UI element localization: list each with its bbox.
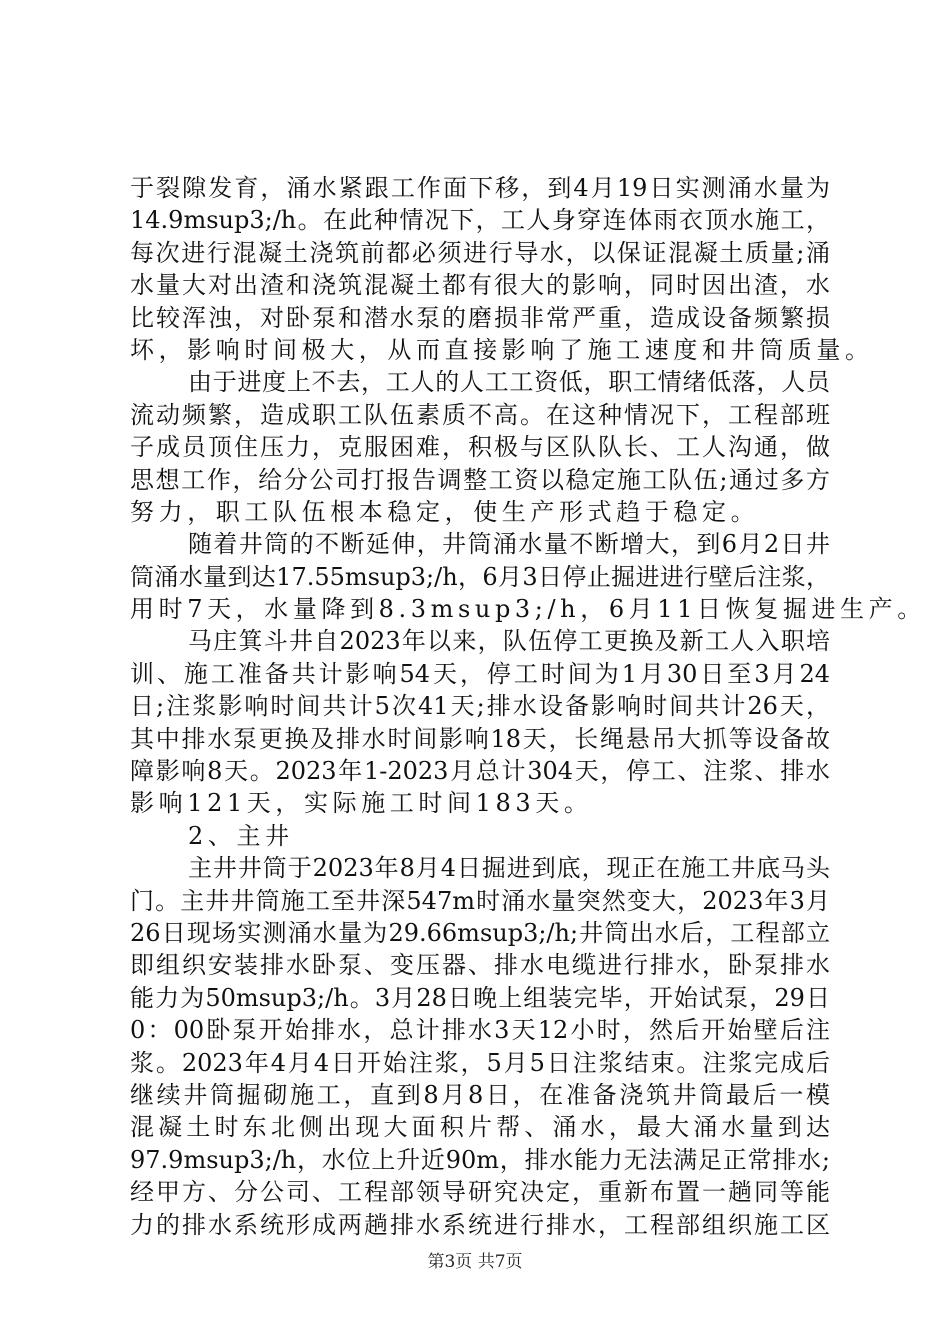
- document-body: [130, 172, 926, 1241]
- text-line: [130, 172, 830, 204]
- text-line-content: 障影响8天。2023年1-2023月总计304天，停工、注浆、排水: [130, 757, 830, 786]
- text-line: [130, 431, 830, 463]
- text-line: [130, 1014, 830, 1046]
- text-line: [130, 982, 830, 1014]
- text-line: [130, 885, 830, 917]
- text-line: [130, 1209, 830, 1241]
- text-line-content: 经甲方、分公司、工程部领导研究决定，重新布置一趟同等能: [130, 1178, 830, 1207]
- text-line: [130, 690, 830, 722]
- text-line: [130, 204, 830, 236]
- text-line: [130, 561, 830, 593]
- text-line-content: 14.9msup3;/h。在此种情况下，工人身穿连体雨衣顶水施工，: [130, 206, 830, 235]
- text-line: [130, 237, 830, 269]
- text-line-content: 26日现场实测涌水量为29.66msup3;/h;井筒出水后，工程部立: [130, 918, 830, 947]
- text-line-content: 混凝土时东北侧出现大面积片帮、涌水，最大涌水量到达: [130, 1113, 830, 1142]
- text-line: [130, 1047, 830, 1079]
- text-line-content: 比较浑浊，对卧泵和潜水泵的磨损非常严重，造成设备频繁损: [130, 303, 830, 332]
- text-line-content: 继续井筒掘砌施工，直到8月8日，在准备浇筑井筒最后一模: [130, 1080, 830, 1109]
- text-line: [130, 787, 830, 819]
- text-line: [130, 917, 830, 949]
- text-line-content: 97.9msup3;/h，水位上升近90m，排水能力无法满足正常排水;: [130, 1145, 830, 1174]
- text-line-content: 流动频繁，造成职工队伍素质不高。在这种情况下，工程部班: [130, 400, 830, 429]
- text-line: [130, 1111, 830, 1143]
- text-line-content: 用时7天，水量降到8.3msup3;/h，6月11日恢复掘进生产。: [130, 595, 926, 624]
- text-line: [130, 302, 830, 334]
- text-line-content: 由于进度上不去，工人的人工工资低，职工情绪低落，人员: [188, 368, 830, 397]
- text-line: [130, 1176, 830, 1208]
- text-line-content: 门。主井井筒施工至井深547m时涌水量突然变大，2023年3月: [130, 886, 830, 915]
- text-line-content: 筒涌水量到达17.55msup3;/h，6月3日停止掘进进行壁后注浆，: [130, 562, 830, 591]
- page-footer: 第3页 共7页: [427, 1252, 523, 1272]
- text-line-content: 2、主井: [188, 821, 294, 850]
- text-line: [130, 1144, 830, 1176]
- text-line: [130, 528, 830, 560]
- text-line: [130, 496, 830, 528]
- text-line: [130, 1079, 830, 1111]
- text-line-content: 每次进行混凝土浇筑前都必须进行导水，以保证混凝土质量;涌: [130, 238, 830, 267]
- text-line: [130, 723, 830, 755]
- text-line: [130, 269, 830, 301]
- text-line: [130, 366, 830, 398]
- text-line: [130, 593, 926, 625]
- text-line-content: 浆。2023年4月4日开始注浆，5月5日注浆结束。注浆完成后: [130, 1048, 830, 1077]
- text-line: [130, 399, 830, 431]
- text-line: [130, 755, 830, 787]
- text-line-content: 随着井筒的不断延伸，井筒涌水量不断增大，到6月2日井: [188, 530, 830, 559]
- text-line-content: 于裂隙发育，涌水紧跟工作面下移，到4月19日实测涌水量为: [130, 174, 830, 202]
- text-line-content: 主井井筒于2023年8月4日掘进到底，现正在施工井底马头: [188, 854, 830, 883]
- text-line-content: 马庄箕斗井自2023年以来，队伍停工更换及新工人入职培: [188, 627, 830, 656]
- text-line: [130, 464, 830, 496]
- text-line-content: 其中排水泵更换及排水时间影响18天，长绳悬吊大抓等设备故: [130, 724, 830, 753]
- text-line-content: 坏，影响时间极大，从而直接影响了施工速度和井筒质量。: [130, 335, 874, 364]
- text-line-content: 思想工作，给分公司打报告调整工资以稳定施工队伍;通过多方: [130, 465, 830, 494]
- text-line-content: 努力，职工队伍根本稳定，使生产形式趋于稳定。: [130, 497, 760, 526]
- text-line: [130, 658, 830, 690]
- text-line: [130, 820, 830, 852]
- text-line: [130, 852, 830, 884]
- text-line-content: 影响121天，实际施工时间183天。: [130, 789, 593, 818]
- text-line-content: 训、施工准备共计影响54天，停工时间为1月30日至3月24: [130, 659, 830, 688]
- text-line-content: 子成员顶住压力，克服困难，积极与区队队长、工人沟通，做: [130, 433, 830, 462]
- text-line-content: 日;注浆影响时间共计5次41天;排水设备影响时间共计26天，: [130, 692, 830, 721]
- text-line-content: 能力为50msup3;/h。3月28日晚上组装完毕，开始试泵，29日: [130, 983, 830, 1012]
- text-line: [130, 625, 830, 657]
- text-line-content: 即组织安装排水卧泵、变压器、排水电缆进行排水，卧泵排水: [130, 951, 830, 980]
- text-line: [130, 334, 874, 366]
- text-line-content: 力的排水系统形成两趟排水系统进行排水，工程部组织施工区: [130, 1210, 830, 1239]
- text-line-content: 0：00卧泵开始排水，总计排水3天12小时，然后开始壁后注: [130, 1016, 830, 1045]
- text-line-content: 水量大对出渣和浇筑混凝土都有很大的影响，同时因出渣，水: [130, 271, 830, 300]
- text-line: [130, 949, 830, 981]
